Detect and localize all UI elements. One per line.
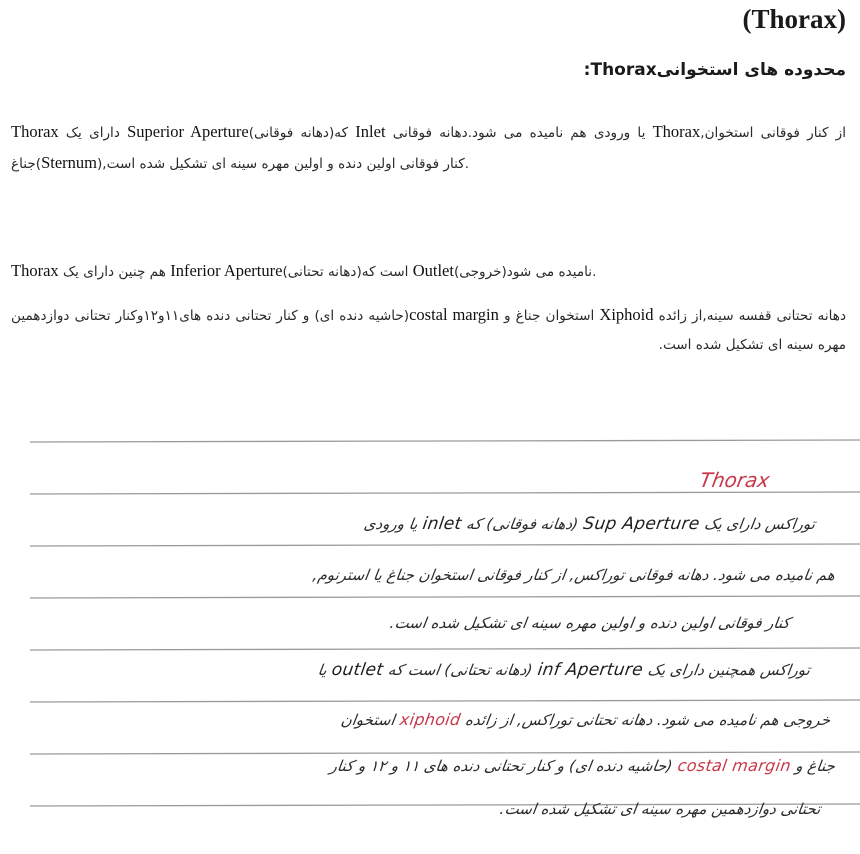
text-run: (دهانه تحتانی)است که	[282, 264, 413, 280]
term-superior-aperture: Superior Aperture	[127, 122, 249, 141]
paragraph-outlet-boundaries	[11, 300, 846, 360]
term-inferior-aperture: Inferior Aperture	[170, 261, 283, 280]
ruled-line	[30, 752, 860, 754]
text-run: (حاشیه دنده ای) و کنار تحتانی دنده های۱۱و۱۲وکنار تحتانی دوازدهمین مهره سینه ای تشکیل شده است.	[11, 308, 846, 353]
ink-term-outlet: outlet	[330, 660, 385, 680]
text-run: دهانه تحتانی قفسه سینه,از زائده	[653, 308, 846, 324]
ink-term-costal-margin: costal margin	[676, 756, 793, 775]
ink-text: توراکس همچنین دارای یک	[641, 661, 812, 679]
term-thorax: Thorax	[11, 122, 59, 141]
handwritten-line-1	[362, 514, 816, 534]
term-thorax: Thorax	[652, 122, 701, 141]
term-costal-margin: costal margin	[409, 305, 499, 324]
ruled-line	[30, 440, 860, 442]
ink-text: یا	[316, 661, 334, 679]
ink-text: استخوان	[339, 711, 401, 729]
ruled-line	[30, 648, 860, 650]
ruled-line	[30, 544, 860, 546]
ink-term-inf-aperture: inf Aperture	[536, 660, 645, 680]
handwritten-notebook	[0, 380, 860, 854]
ink-text: توراکس دارای یک	[698, 515, 817, 533]
ink-text: یا ورودی	[362, 515, 424, 533]
term-outlet: Outlet	[412, 261, 454, 280]
page-title: (Thorax)	[742, 4, 846, 34]
typed-page	[0, 0, 860, 380]
ink-text: (حاشیه دنده ای) و کنار تحتانی دنده های ۱۱ و ۱۲ و کنار	[328, 757, 679, 775]
paragraph-inferior-aperture	[11, 256, 846, 287]
ruled-line	[30, 596, 860, 598]
text-run: دارای یک	[58, 125, 128, 141]
ink-term-sup-aperture: Sup Aperture	[581, 514, 701, 534]
text-run: ,از کنار فوقانی استخوان جناغ(	[11, 125, 846, 172]
handwritten-line-7: تحتانی دوازدهمین مهره سینه ای تشکیل شده است.	[498, 800, 822, 818]
term-inlet: Inlet	[355, 122, 386, 141]
term-thorax: Thorax	[11, 261, 59, 280]
term-sternum: Sternum	[41, 153, 97, 172]
ink-text: خروجی هم نامیده می شود. دهانه تحتانی توراکس, از زائده	[459, 711, 832, 729]
ink-term-xiphoid: xiphoid	[398, 710, 462, 729]
handwritten-line-2: هم نامیده می شود. دهانه فوقانی توراکس, از کنار فوقانی استخوان جناغ یا استرنوم,	[311, 566, 837, 584]
ink-text: (دهانه فوقانی) که	[460, 515, 585, 533]
text-run: (خروجی)نامیده می شود.	[453, 264, 597, 280]
text-run: یا ورودی هم نامیده می شود.دهانه فوقانی	[385, 125, 653, 141]
handwritten-line-4	[317, 660, 812, 680]
ruled-line	[30, 492, 860, 494]
text-run: ),کنار فوقانی اولین دنده و اولین مهره سینه ای تشکیل شده است.	[97, 156, 470, 172]
ruled-line	[30, 700, 860, 702]
handwritten-line-3: کنار فوقانی اولین دنده و اولین مهره سینه ای تشکیل شده است.	[388, 614, 792, 632]
handwritten-line-5	[339, 710, 831, 729]
text-run: (دهانه فوقانی)که	[248, 125, 356, 141]
ink-text: جناغ و	[789, 757, 837, 775]
handwritten-title: Thorax	[697, 468, 772, 492]
ink-term-inlet: inlet	[421, 514, 463, 534]
paragraph-superior-aperture	[11, 117, 846, 179]
term-xiphoid: Xiphoid	[599, 305, 654, 324]
text-run: استخوان جناغ و	[498, 308, 600, 324]
handwritten-line-6	[329, 756, 837, 775]
ink-text: (دهانه تحتانی) است که	[382, 661, 539, 679]
section-heading: محدوده های استخوانیThorax:	[583, 60, 846, 80]
text-run: هم چنین دارای یک	[58, 264, 171, 280]
